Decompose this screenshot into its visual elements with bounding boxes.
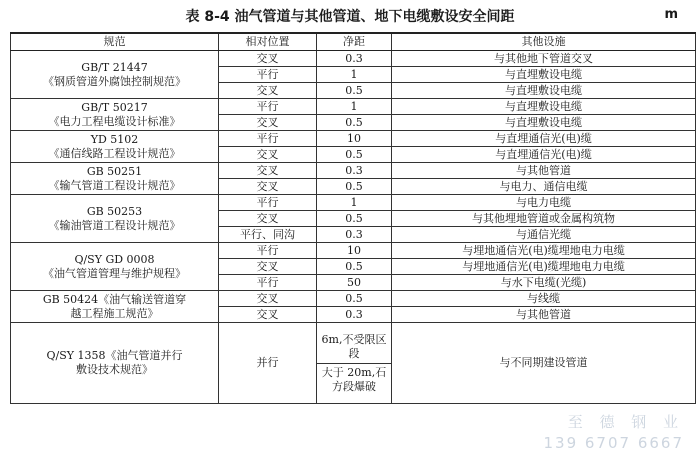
position-cell: 平行 <box>219 195 317 211</box>
table-row <box>11 163 696 179</box>
position-cell: 交叉 <box>219 179 317 195</box>
position-cell: 交叉 <box>219 259 317 275</box>
facility-cell: 与其他管道 <box>392 307 696 323</box>
position-cell: 平行 <box>219 275 317 291</box>
title-row <box>0 0 700 30</box>
standard-name: 《电力工程电缆设计标准》 <box>48 114 181 128</box>
header-row <box>11 33 696 51</box>
distance-unrestricted: 6m,不受限区段 <box>317 331 391 364</box>
standard-name: 敷设技术规范》 <box>76 363 153 376</box>
distance-cell: 1 <box>317 67 392 83</box>
distance-cell: 0.5 <box>317 115 392 131</box>
standard-code: GB 50251 <box>86 164 143 178</box>
distance-cell: 0.5 <box>317 259 392 275</box>
facility-cell: 与不同期建设管道 <box>392 323 696 404</box>
table-row <box>11 323 696 404</box>
facility-cell: 与直埋敷设电缆 <box>392 67 696 83</box>
table-row <box>11 291 696 307</box>
table-row <box>11 195 696 211</box>
unit-label: m <box>664 7 678 22</box>
facility-cell: 与其他管道 <box>392 163 696 179</box>
position-cell: 平行 <box>219 243 317 259</box>
distance-cell: 0.3 <box>317 307 392 323</box>
standard-cell <box>11 163 219 195</box>
position-cell: 平行 <box>219 67 317 83</box>
facility-cell: 与电力、通信电缆 <box>392 179 696 195</box>
standard-name: 越工程施工规范》 <box>70 306 159 320</box>
position-cell: 交叉 <box>219 163 317 179</box>
facility-cell: 与通信光缆 <box>392 227 696 243</box>
distance-cell: 50 <box>317 275 392 291</box>
facility-cell: 与直埋敷设电缆 <box>392 99 696 115</box>
header-distance: 净距 <box>317 33 392 51</box>
distance-cell: 0.5 <box>317 291 392 307</box>
distance-cell: 0.5 <box>317 179 392 195</box>
watermark <box>543 411 684 452</box>
standard-name: 《通信线路工程设计规范》 <box>48 146 181 160</box>
position-cell: 交叉 <box>219 291 317 307</box>
standard-cell <box>11 323 219 404</box>
table-body <box>11 51 696 404</box>
distance-cell-split <box>317 323 392 404</box>
distance-cell: 0.3 <box>317 227 392 243</box>
distance-cell: 10 <box>317 131 392 147</box>
position-cell: 并行 <box>219 323 317 404</box>
position-cell: 交叉 <box>219 307 317 323</box>
standard-cell <box>11 243 219 291</box>
position-cell: 交叉 <box>219 115 317 131</box>
facility-cell: 与埋地通信光(电)缆埋地电力电缆 <box>392 259 696 275</box>
distance-cell: 0.3 <box>317 163 392 179</box>
distance-cell: 0.5 <box>317 83 392 99</box>
standard-code: GB 50424《油气输送管道穿 <box>42 292 187 306</box>
facility-cell: 与水下电缆(光缆) <box>392 275 696 291</box>
distance-cell: 0.3 <box>317 51 392 67</box>
facility-cell: 与其他地下管道交叉 <box>392 51 696 67</box>
standard-code: Q/SY GD 0008 <box>74 252 155 266</box>
standard-name: 《输油管道工程设计规范》 <box>48 218 181 232</box>
standard-cell <box>11 99 219 131</box>
facility-cell: 与直埋敷设电缆 <box>392 83 696 99</box>
distance-cell: 1 <box>317 195 392 211</box>
standard-cell <box>11 131 219 163</box>
table-row <box>11 99 696 115</box>
distance-cell: 1 <box>317 99 392 115</box>
standard-name: 《油气管道管理与维护规程》 <box>43 266 186 280</box>
position-cell: 平行、同沟 <box>219 227 317 243</box>
distance-cell: 0.5 <box>317 147 392 163</box>
facility-cell: 与线缆 <box>392 291 696 307</box>
position-cell: 交叉 <box>219 83 317 99</box>
facility-cell: 与其他埋地管道或金属构筑物 <box>392 211 696 227</box>
table-row <box>11 131 696 147</box>
standard-name: 《钢质管道外腐蚀控制规范》 <box>43 74 186 88</box>
facility-cell: 与直埋敷设电缆 <box>392 115 696 131</box>
watermark-company: 至 德 钢 业 <box>567 413 684 431</box>
standard-cell <box>11 51 219 99</box>
distance-cell: 10 <box>317 243 392 259</box>
facility-cell: 与直埋通信光(电)缆 <box>392 147 696 163</box>
header-facility: 其他设施 <box>392 33 696 51</box>
header-position: 相对位置 <box>219 33 317 51</box>
spacing-table <box>10 32 696 404</box>
position-cell: 交叉 <box>219 51 317 67</box>
standard-code: YD 5102 <box>90 132 139 146</box>
position-cell: 交叉 <box>219 147 317 163</box>
table-row <box>11 243 696 259</box>
standard-code: GB 50253 <box>86 204 143 218</box>
standard-code: GB/T 21447 <box>81 60 148 74</box>
standard-name: 《输气管道工程设计规范》 <box>48 178 181 192</box>
watermark-phone: 139 6707 6667 <box>543 434 684 452</box>
facility-cell: 与直埋通信光(电)缆 <box>392 131 696 147</box>
standard-code: GB/T 50217 <box>81 100 148 114</box>
facility-cell: 与电力电缆 <box>392 195 696 211</box>
distance-blasting: 大于 20m,石方段爆破 <box>321 365 387 393</box>
header-standard: 规范 <box>11 33 219 51</box>
table-row <box>11 51 696 67</box>
standard-cell <box>11 291 219 323</box>
position-cell: 交叉 <box>219 211 317 227</box>
facility-cell: 与埋地通信光(电)缆埋地电力电缆 <box>392 243 696 259</box>
position-cell: 平行 <box>219 99 317 115</box>
table-title: 表 8-4 油气管道与其他管道、地下电缆敷设安全间距 <box>185 9 515 25</box>
distance-cell: 0.5 <box>317 211 392 227</box>
standard-code: Q/SY 1358《油气管道并行 <box>46 349 183 362</box>
standard-cell <box>11 195 219 243</box>
position-cell: 平行 <box>219 131 317 147</box>
